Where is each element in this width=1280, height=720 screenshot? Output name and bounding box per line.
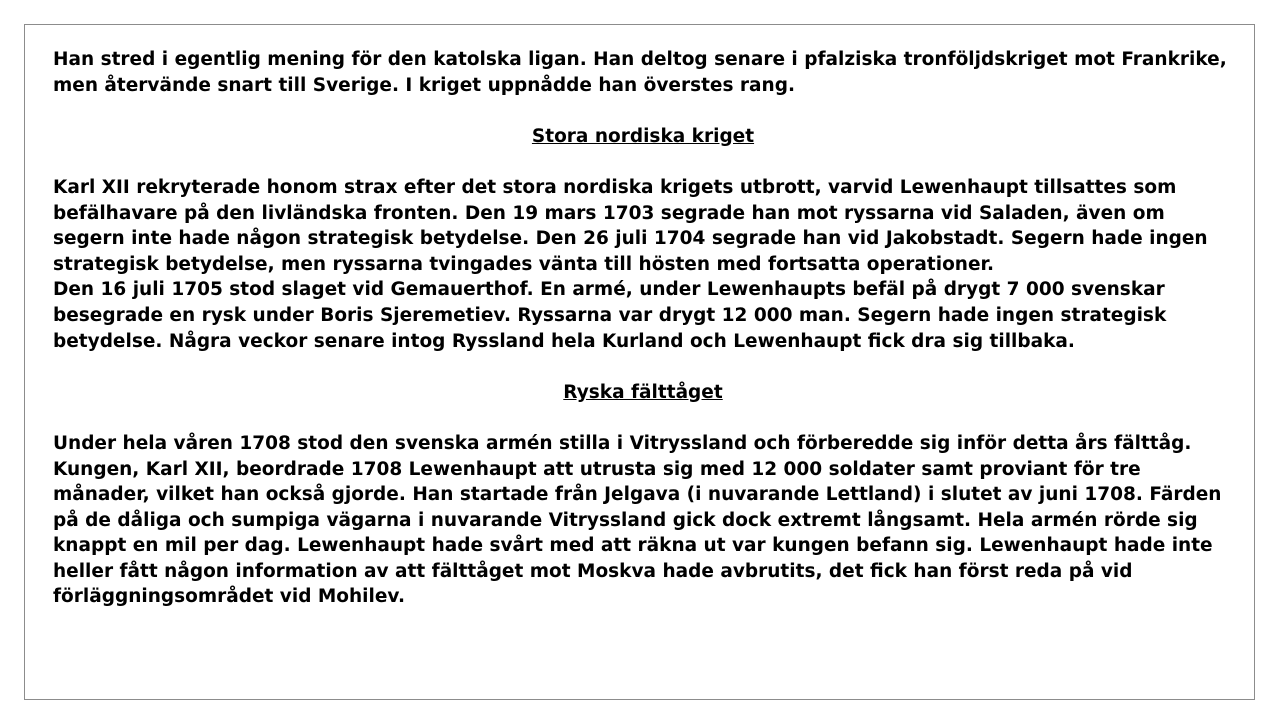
document-page — [24, 24, 1255, 700]
paragraph-gemauerthof: Den 16 juli 1705 stod slaget vid Gemauerthof. En armé, under Lewenhaupts befäl på drygt 7 000 svenskar besegrade en rysk under Boris Sjeremetiev. Ryssarna var drygt 12 000 man. Segern hade ingen strategisk betydelse. Några veckor senare intog Ryssland hela Kurland och Lewenhaupt fick dra sig tillbaka. — [53, 279, 1167, 352]
spacer — [53, 98, 1233, 124]
intro-paragraph: Han stred i egentlig mening för den katolska ligan. Han deltog senare i pfalziska tronföljdskriget mot Frankrike, men återvände snart till Sverige. I kriget uppnådde han överstes rang. — [53, 49, 1227, 96]
paragraph-karl-xii: Karl XII rekryterade honom strax efter det stora nordiska krigets utbrott, varvid Lewenhaupt tillsattes som befälhavare på den livländska fronten. Den 19 mars 1703 segrade han mot ryssarna vid Saladen, även om segern inte hade någon strategisk betydelse. Den 26 juli 1704 segrade han vid Jakobstadt. Segern hade ingen strategisk betydelse, men ryssarna tvingades vänta till hösten med fortsatta operationer. — [53, 176, 1208, 275]
spacer — [53, 405, 1233, 431]
section-heading-ryska-falttaget: Ryska fälttåget — [563, 381, 723, 403]
spacer — [53, 149, 1233, 175]
section-heading-stora-nordiska-kriget: Stora nordiska kriget — [531, 125, 755, 147]
paragraph-varen-1708: Under hela våren 1708 stod den svenska armén stilla i Vitryssland och förberedde sig inför detta års fälttåg. Kungen, Karl XII, beordrade 1708 Lewenhaupt att utrusta sig med 12 000 soldater samt proviant för tre månader, vilket han också gjorde. Han startade från Jelgava (i nuvarande Lettland) i slutet av juni 1708. Färden på de dåliga och sumpiga vägarna i nuvarande Vitryssland gick dock extremt långsamt. Hela armén rörde sig knappt en mil per dag. Lewenhaupt hade svårt med att räkna ut var kungen befann sig. Lewenhaupt hade inte heller fått någon information av att fälttåget mot Moskva hade avbrutits, det fick han först reda på vid förläggningsområdet vid Mohilev. — [53, 432, 1222, 608]
document-body — [53, 47, 1233, 610]
spacer — [53, 354, 1233, 380]
